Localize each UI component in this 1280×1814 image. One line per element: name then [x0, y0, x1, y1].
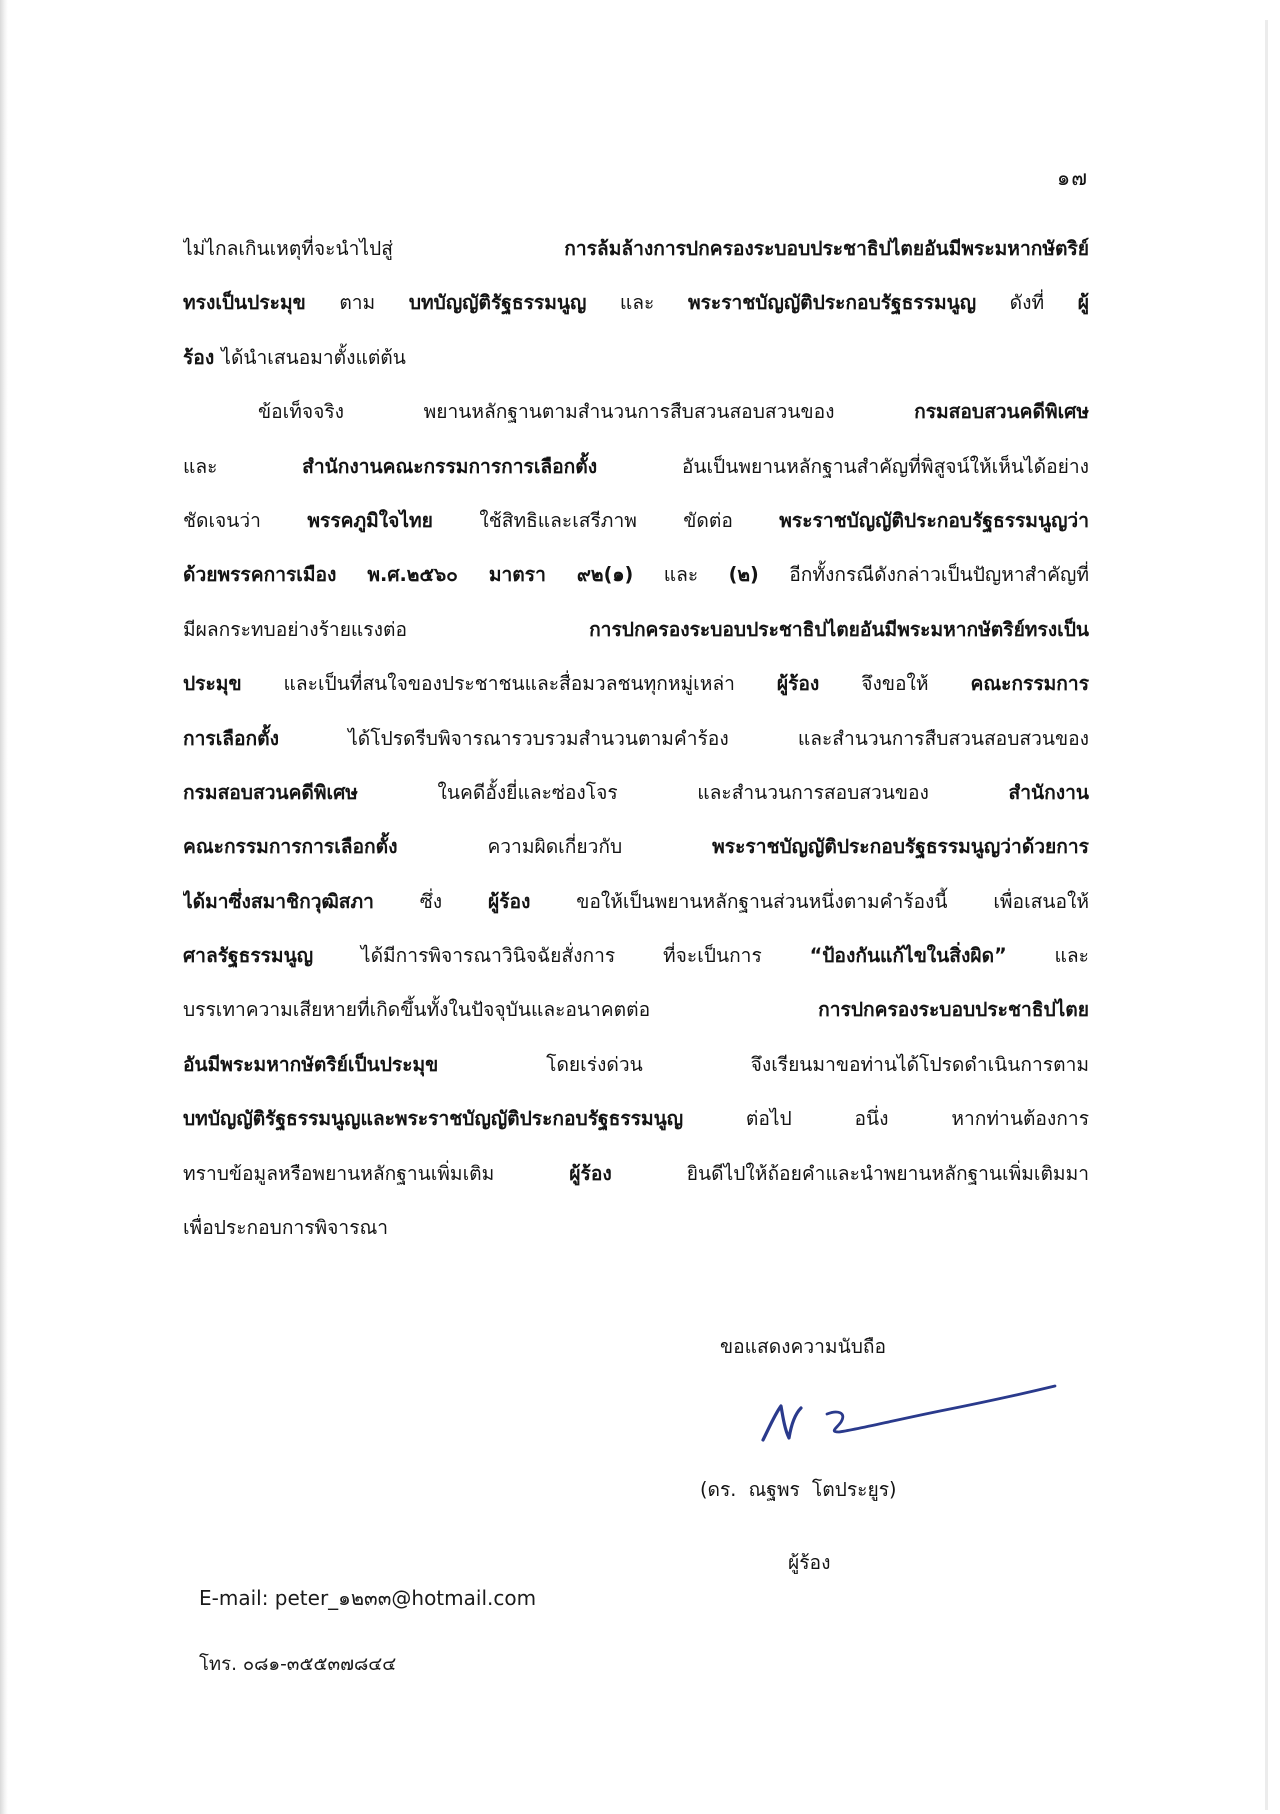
- body-line: [183, 331, 1089, 385]
- scan-right-edge: [1265, 20, 1268, 1810]
- text-run: ยินดีไปให้ถ้อยคำและนำพยานหลักฐานเพิ่มเติมมา: [611, 1161, 1089, 1185]
- bold-run: อันมีพระมหากษัตริย์เป็นประมุข: [183, 1052, 439, 1076]
- text-run: ได้โปรดรีบพิจารณารวบรวมสำนวนตามคำร้อง และสำนวนการสืบสวนสอบสวนของ: [278, 726, 1089, 750]
- text-run: ใช้สิทธิและเสรีภาพ ขัดต่อ: [432, 508, 780, 532]
- bold-run: ได้มาซึ่งสมาชิกวุฒิสภา: [183, 889, 374, 913]
- text-run: ในคดีอั้งยี่และซ่องโจร และสำนวนการสอบสวนของ: [357, 780, 1009, 804]
- letter-body: [183, 222, 1089, 1255]
- signer-role: ผู้ร้อง: [788, 1551, 831, 1574]
- body-line: [183, 385, 1089, 439]
- bold-run: การปกครองระบอบประชาธิปไตย: [818, 998, 1089, 1022]
- body-line: [183, 440, 1089, 494]
- body-line: [183, 1147, 1089, 1201]
- text-run: และ: [183, 454, 303, 478]
- signature-stroke-1: [763, 1406, 801, 1440]
- text-run: อีกทั้งกรณีดังกล่าวเป็นปัญหาสำคัญที่: [758, 563, 1089, 587]
- bold-run: การเลือกตั้ง: [183, 726, 279, 750]
- bold-run: ผู้ร้อง: [487, 889, 531, 913]
- bold-run: พระราชบัญญัติประกอบรัฐธรรมนูญว่า: [779, 508, 1089, 532]
- text-run: ได้นำเสนอมาตั้งแต่ต้น: [214, 345, 406, 369]
- text-run: ทราบข้อมูลหรือพยานหลักฐานเพิ่มเติม: [183, 1161, 570, 1185]
- handwritten-signature: [755, 1370, 1075, 1450]
- bold-run: ผู้ร้อง: [776, 672, 820, 696]
- bold-run: (๒): [728, 563, 759, 587]
- text-run: และ: [633, 563, 729, 587]
- bold-run: ผู้: [1077, 291, 1089, 315]
- bold-run: พรรคภูมิใจไทย: [307, 508, 433, 532]
- body-line: [183, 712, 1089, 766]
- text-run: ข้อเท็จจริง พยานหลักฐานตามสำนวนการสืบสวนสอบสวนของ: [258, 400, 915, 424]
- bold-run: คณะกรรมการ: [970, 672, 1089, 696]
- contact-email: E-mail: peter_๑๒๓๓@hotmail.com: [199, 1586, 537, 1610]
- bold-run: ประมุข: [183, 672, 242, 696]
- text-run: มีผลกระทบอย่างร้ายแรงต่อ: [183, 617, 590, 641]
- text-run: และเป็นที่สนใจของประชาชนและสื่อมวลชนทุกหมู่เหล่า: [241, 672, 777, 696]
- text-run: ได้มีการพิจารณาวินิจฉัยสั่งการ ที่จะเป็นการ: [313, 944, 810, 968]
- body-line: [183, 657, 1089, 711]
- text-run: จึงขอให้: [819, 672, 971, 696]
- scan-left-edge: [0, 0, 8, 1814]
- text-run: อันเป็นพยานหลักฐานสำคัญที่พิสูจน์ให้เห็นได้อย่าง: [597, 454, 1089, 478]
- signature-stroke-2: [827, 1386, 1055, 1432]
- bold-run: ร้อง: [183, 345, 215, 369]
- bold-run: สำนักงานคณะกรรมการการเลือกตั้ง: [302, 454, 598, 478]
- bold-run: ด้วยพรรคการเมือง พ.ศ.๒๕๖๐ มาตรา ๙๒(๑): [183, 563, 634, 587]
- page-number: ๑๗: [1056, 166, 1088, 190]
- body-line: [183, 820, 1089, 874]
- body-line: [183, 929, 1089, 983]
- bold-run: คณะกรรมการการเลือกตั้ง: [183, 835, 398, 859]
- body-line: [183, 1092, 1089, 1146]
- body-line: [183, 222, 1089, 276]
- closing-salutation: ขอแสดงความนับถือ: [720, 1335, 887, 1358]
- bold-run: การปกครองระบอบประชาธิปไตยอันมีพระมหากษัตริย์ทรงเป็น: [589, 617, 1089, 641]
- body-line: [183, 1038, 1089, 1092]
- text-run: และ: [586, 291, 688, 315]
- contact-phone: โทร. ๐๘๑-๓๕๕๓๗๘๔๔: [199, 1654, 397, 1675]
- text-run: ซึ่ง: [373, 889, 488, 913]
- text-run: บรรเทาความเสียหายที่เกิดขึ้นทั้งในปัจจุบันและอนาคตต่อ: [183, 998, 819, 1022]
- bold-run: พระราชบัญญัติประกอบรัฐธรรมนูญว่าด้วยการ: [712, 835, 1089, 859]
- text-run: และ: [1006, 944, 1089, 968]
- body-line: [183, 276, 1089, 330]
- bold-run: บทบัญญัติรัฐธรรมนูญ: [408, 291, 587, 315]
- body-line: [183, 983, 1089, 1037]
- body-line: [183, 603, 1089, 657]
- body-line: [183, 548, 1089, 602]
- bold-run: พระราชบัญญัติประกอบรัฐธรรมนูญ: [687, 291, 977, 315]
- bold-run: กรมสอบสวนคดีพิเศษ: [914, 400, 1089, 424]
- body-line: [183, 1201, 1089, 1255]
- text-run: ดังที่: [976, 291, 1078, 315]
- body-line: [183, 875, 1089, 929]
- bold-run: ทรงเป็นประมุข: [183, 291, 306, 315]
- text-run: ตาม: [305, 291, 409, 315]
- body-line: [183, 766, 1089, 820]
- text-run: ไม่ไกลเกินเหตุที่จะนำไปสู่: [183, 237, 565, 260]
- signer-name: (ดร. ณฐพร โตประยูร): [700, 1478, 897, 1501]
- text-run: ต่อไป อนึ่ง หากท่านต้องการ: [683, 1107, 1089, 1131]
- bold-run: บทบัญญัติรัฐธรรมนูญและพระราชบัญญัติประกอบรัฐธรรมนูญ: [183, 1107, 684, 1131]
- bold-run: สำนักงาน: [1008, 780, 1089, 804]
- text-run: ความผิดเกี่ยวกับ: [397, 835, 713, 859]
- text-run: โดยเร่งด่วน จึงเรียนมาขอท่านได้โปรดดำเนินการตาม: [438, 1052, 1089, 1076]
- bold-run: “ป้องกันแก้ไขในสิ่งผิด”: [809, 944, 1007, 968]
- text-run: ชัดเจนว่า: [183, 508, 308, 532]
- bold-run: กรมสอบสวนคดีพิเศษ: [183, 780, 358, 804]
- text-run: เพื่อประกอบการพิจารณา: [183, 1216, 389, 1240]
- bold-run: ศาลรัฐธรรมนูญ: [183, 944, 314, 968]
- bold-run: การล้มล้างการปกครองระบอบประชาธิปไตยอันมีพระมหากษัตริย์: [564, 237, 1089, 260]
- bold-run: ผู้ร้อง: [569, 1161, 612, 1185]
- body-line: [183, 494, 1089, 548]
- text-run: ขอให้เป็นพยานหลักฐานส่วนหนึ่งตามคำร้องนี้ เพื่อเสนอให้: [530, 889, 1089, 913]
